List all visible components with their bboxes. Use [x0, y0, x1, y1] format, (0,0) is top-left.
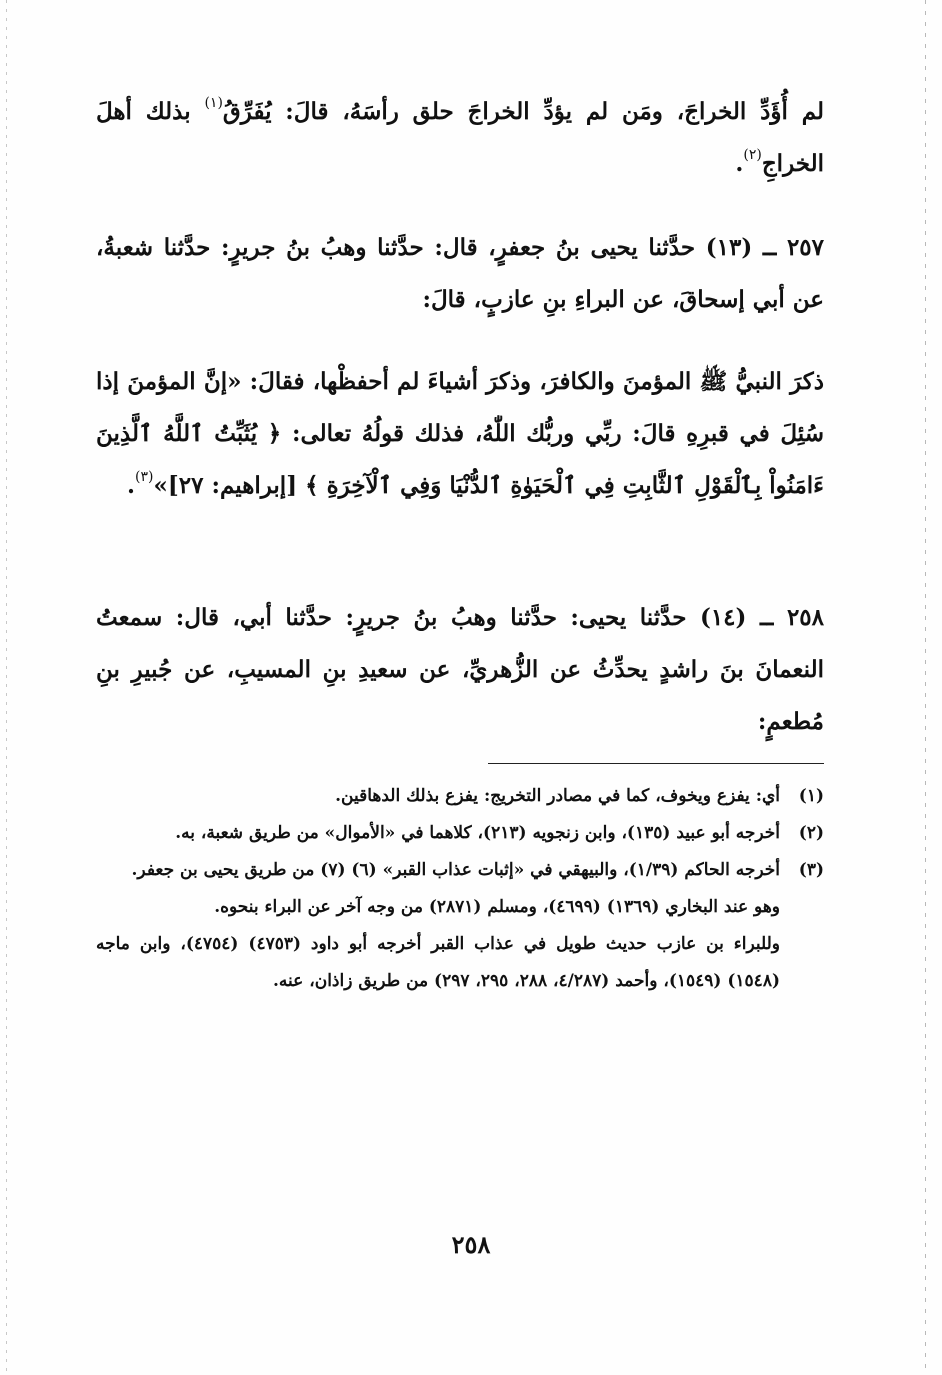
footnote-ref-2[interactable]: (٢)	[743, 147, 762, 163]
hadith-257-text: ٢٥٧ ــ (١٣) حدَّثنا يحيى بنُ جعفرٍ، قال: حدَّثنا وهبُ بنُ جريرٍ: حدَّثنا شعبةُ، عن أبي إسحاقَ، عن البراءِ بنِ عازبٍ، قالَ:	[96, 234, 825, 313]
footnote-text: أخرجه الحاكم (١/٣٩)، والبيهقي في «إثبات عذاب القبر» (٦) (٧) من طريق يحيى بن جعفر.	[131, 860, 780, 880]
paragraph-hadith-258	[96, 592, 824, 748]
matn-text-c: .	[126, 472, 135, 499]
paragraph-1-text-a: لم أُؤَدِّ الخراجَ، ومَن لم يؤدِّ الخراجَ حلق رأسَهُ، قالَ: يُفَرِّقُ	[222, 98, 825, 125]
page-number: ٢٥٨	[451, 1230, 491, 1259]
footnote-ref-1[interactable]: (١)	[204, 95, 223, 111]
footnote-1	[96, 778, 824, 815]
quran-verse: ﴿ يُثَبِّتُ ٱللَّهُ ٱلَّذِينَ ءَامَنُواْ بِٱلْقَوْلِ ٱلثَّابِتِ فِي ٱلْحَيَوٰةِ ٱلدُّنْيَا وَفِي ٱلْآخِرَةِ ﴾	[96, 420, 824, 499]
scan-edge-left	[6, 0, 7, 1375]
footnote-text: أي: يفزع ويخوف، كما في مصادر التخريج: يفزع بذلك الدهاقين.	[335, 786, 780, 806]
paragraph-1-text-c: .	[735, 150, 744, 177]
paragraph-hadith-257-matn	[96, 356, 824, 512]
paragraph-1	[96, 86, 824, 190]
footnote-separator	[488, 763, 824, 764]
footnotes	[96, 778, 824, 1000]
paragraph-hadith-257	[96, 222, 824, 326]
footnote-number: (٢)	[798, 823, 824, 843]
footnote-2	[96, 815, 824, 852]
footnote-number: (١)	[798, 786, 824, 806]
footnote-3	[96, 852, 824, 889]
footnote-number: (٣)	[798, 860, 824, 880]
hadith-258-text: ٢٥٨ ــ (١٤) حدَّثنا يحيى: حدَّثنا وهبُ بنُ جريرٍ: حدَّثنا أبي، قال: سمعتُ النعمانَ بنَ راشدٍ يحدِّثُ عن الزُّهريِّ، عن سعيدِ بنِ المسيبِ، عن جُبيرِ بنِ مُطعمٍ:	[96, 604, 824, 735]
scan-edge-right	[925, 0, 926, 1375]
paragraph-1-text-b: بذلك أهلَ الخراجِ	[96, 98, 824, 177]
matn-text-b: [إبراهيم: ٢٧]»	[153, 472, 306, 499]
footnote-3-continuation-1: وهو عند البخاري (١٣٦٩) (٤٦٩٩)، ومسلم (٢٨٧١) من وجه آخر عن البراء بنحوه.	[214, 897, 780, 917]
footnote-3-continuation-2: وللبراء بن عازب حديث طويل في عذاب القبر أخرجه أبو داود (٤٧٥٣) (٤٧٥٤)، وابن ماجه (١٥٤٨) (١٥٤٩)، وأحمد (٤/٢٨٧، ٢٨٨، ٢٩٥، ٢٩٧) من طريق زاذان، عنه.	[96, 934, 780, 991]
matn-text-a: ذكرَ النبيُّ ﷺ المؤمنَ والكافرَ، وذكرَ أشياءَ لم أحفظْها، فقالَ: «إنَّ المؤمنَ إذا سُئِلَ في قبرِهِ قالَ: ربِّي وربُّك اللّٰهُ، فذلك قولُهُ تعالى:	[96, 368, 825, 447]
footnote-text: أخرجه أبو عبيد (١٣٥)، وابن زنجويه (٢١٣)، كلاهما في «الأموال» من طريق شعبة، به.	[175, 823, 780, 843]
footnote-ref-3[interactable]: (٣)	[135, 469, 154, 485]
